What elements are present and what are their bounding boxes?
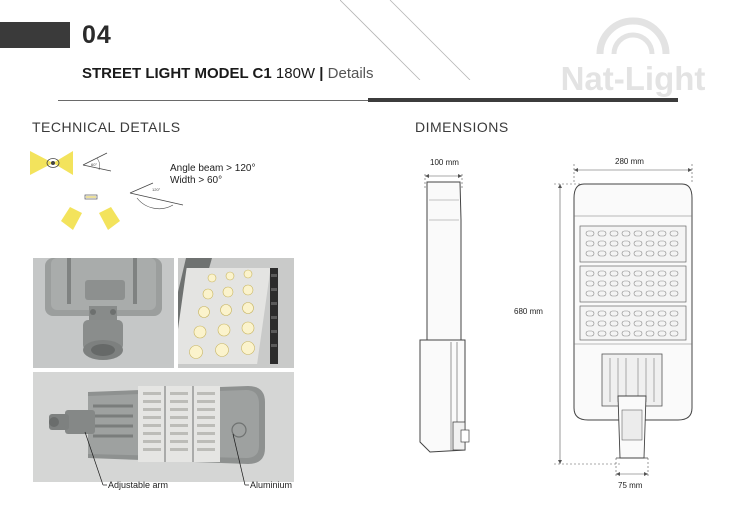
side-view-drawing [405,160,515,470]
dimension-side-width: 100 mm [430,158,459,167]
photo-led-modules [178,258,294,368]
dimensions-heading: DIMENSIONS [415,119,509,135]
model-power: 180W [275,65,316,82]
beam-width-text: Width > 60° [170,175,223,186]
brand-logo [538,8,728,108]
page-number-bar [0,22,70,48]
callout-aluminium: Aluminium [250,480,293,490]
photo-adjustable-arm [33,258,174,368]
dimension-front-width: 280 mm [615,157,644,166]
callout-leader-lines [33,372,295,487]
model-name: STREET LIGHT MODEL C1 [82,65,272,82]
page-subtitle: Details [327,65,374,82]
callout-adjustable-arm: Adjustable arm [108,480,169,490]
technical-details-heading: TECHNICAL DETAILS [32,119,181,135]
decorative-diagonal-lines [340,0,520,80]
dimension-arm-width: 75 mm [618,481,643,490]
title-separator: | [319,65,324,82]
front-view-drawing [540,158,720,488]
beam-angle-diagram [25,143,195,233]
page-number: 04 [82,21,112,49]
beam-specs [170,163,255,187]
dimension-height: 680 mm [514,307,543,316]
page-title [82,65,374,82]
brand-name: Nat-Light [560,60,706,97]
angle-label-60: 60° [91,162,98,167]
angle-label-120: 120° [152,187,161,192]
beam-angle-text: Angle beam > 120° [170,163,256,174]
